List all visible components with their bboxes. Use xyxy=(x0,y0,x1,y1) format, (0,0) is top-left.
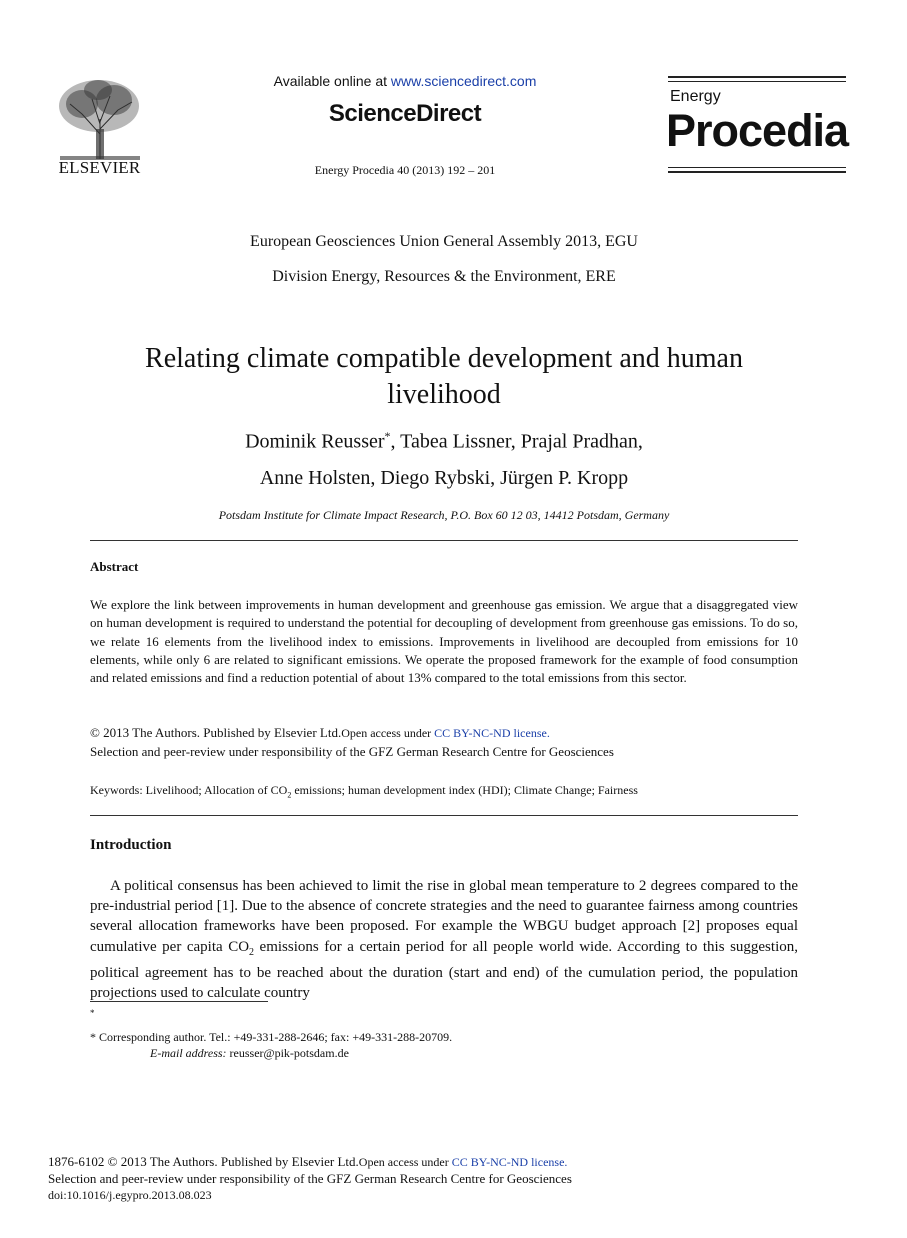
author-name: Dominik Reusser xyxy=(245,430,385,453)
affiliation: Potsdam Institute for Climate Impact Research, P.O. Box 60 12 03, 14412 Potsdam, Germany xyxy=(218,508,670,522)
sciencedirect-link[interactable]: www.sciencedirect.com xyxy=(390,73,537,89)
abstract-text: We explore the link between improvements in human development and greenhouse gas emission. We argue that a disaggregated view on human development is required to understand the potential for decoupling of development from greenhouse gas emissions. To do so, we relate 16 elements from the livelihood index to emissions. Improvements in livelihood are decoupled from emissions for 10 elements, while only 6 are related to significant emissions. We operate the proposed framework for the example of food consumption and related emissions and find a reduction potential of about 13% compared to the total emissions from this sector. xyxy=(90,597,798,686)
intro-text-b: emissions for a certain period for all people world wide. According to this suggestion, political agreement has to be reached about the duration (start and end) of the cumulation period, the population projections used to calculate country xyxy=(90,938,798,1002)
corresponding-author: * Corresponding author. Tel.: +49-331-288-2646; fax: +49-331-288-20709. xyxy=(90,1030,453,1044)
divider-bottom xyxy=(90,815,798,816)
footer-license-link[interactable]: CC BY-NC-ND license. xyxy=(451,1155,568,1169)
open-access-text: Open access under xyxy=(341,726,435,740)
copyright-text: © 2013 The Authors. Published by Elsevier Ltd. xyxy=(90,725,342,740)
footer-peer-review: Selection and peer-review under responsibility of the GFZ German Research Centre for Geosciences xyxy=(48,1171,572,1186)
sciencedirect-logo: ScienceDirect xyxy=(328,100,482,127)
elsevier-wordmark: ELSEVIER xyxy=(58,158,141,177)
license-link[interactable]: CC BY-NC-ND license. xyxy=(434,726,550,740)
conference-line-1: European Geosciences Union General Assembly 2013, EGU xyxy=(250,233,638,250)
procedia-rule-top-thin xyxy=(668,81,846,82)
introduction-text xyxy=(90,876,798,1003)
journal-reference: Energy Procedia 40 (2013) 192 – 201 xyxy=(314,163,496,177)
keywords-subscript: 2 xyxy=(287,790,292,800)
authors-line-2: Anne Holsten, Diego Rybski, Jürgen P. Kropp xyxy=(259,467,629,489)
procedia-rule-top xyxy=(668,76,846,78)
available-online xyxy=(230,73,580,89)
divider-top xyxy=(90,540,798,541)
intro-text-a: A political consensus has been achieved to limit the rise in global mean temperature to 2 degrees compared to the pre-industrial period [1]. Due to the absence of concrete strategies and the need to guarantee fairness among countries several allocation frameworks have been proposed. For example the WBGU budget approach [2] proposes equal cumulative per capita CO xyxy=(90,878,798,955)
footer-issn: 1876-6102 © 2013 The Authors. Published by Elsevier Ltd. xyxy=(48,1154,359,1169)
email-label: E-mail address: xyxy=(150,1046,227,1060)
copyright-line xyxy=(90,725,798,741)
procedia-logo-energy: Energy xyxy=(670,88,721,105)
keywords xyxy=(90,783,798,799)
introduction-heading: Introduction xyxy=(90,837,172,853)
authors-line-1 xyxy=(90,429,798,454)
intro-subscript: 2 xyxy=(249,946,255,958)
footer-copyright xyxy=(48,1154,567,1170)
conference-line-2: Division Energy, Resources & the Environment, ERE xyxy=(272,268,616,285)
corresponding-mark: * xyxy=(384,429,391,443)
procedia-logo: Procedia xyxy=(666,105,849,156)
keywords-text: Keywords: Livelihood; Allocation of CO xyxy=(90,783,288,797)
procedia-rule-bottom xyxy=(668,171,846,173)
footnote-rule xyxy=(90,1001,268,1002)
email-line xyxy=(150,1046,349,1061)
footnote-star: * xyxy=(90,1008,95,1018)
paper-title: Relating climate compatible development and human livelihood xyxy=(145,343,743,410)
keywords-text-end: emissions; human development index (HDI); Climate Change; Fairness xyxy=(291,783,638,797)
email-address[interactable]: reusser@pik-potsdam.de xyxy=(226,1046,349,1060)
peer-review-line: Selection and peer-review under responsibility of the GFZ German Research Centre for Geosciences xyxy=(90,744,614,759)
author-names: , Tabea Lissner, Prajal Pradhan, xyxy=(390,430,643,453)
footer-doi[interactable]: doi:10.1016/j.egypro.2013.08.023 xyxy=(48,1188,212,1202)
abstract-heading: Abstract xyxy=(90,559,139,574)
available-label: Available online at xyxy=(273,73,391,89)
procedia-rule-bottom-thin xyxy=(668,167,846,168)
footer-open-access: Open access under xyxy=(358,1155,452,1169)
